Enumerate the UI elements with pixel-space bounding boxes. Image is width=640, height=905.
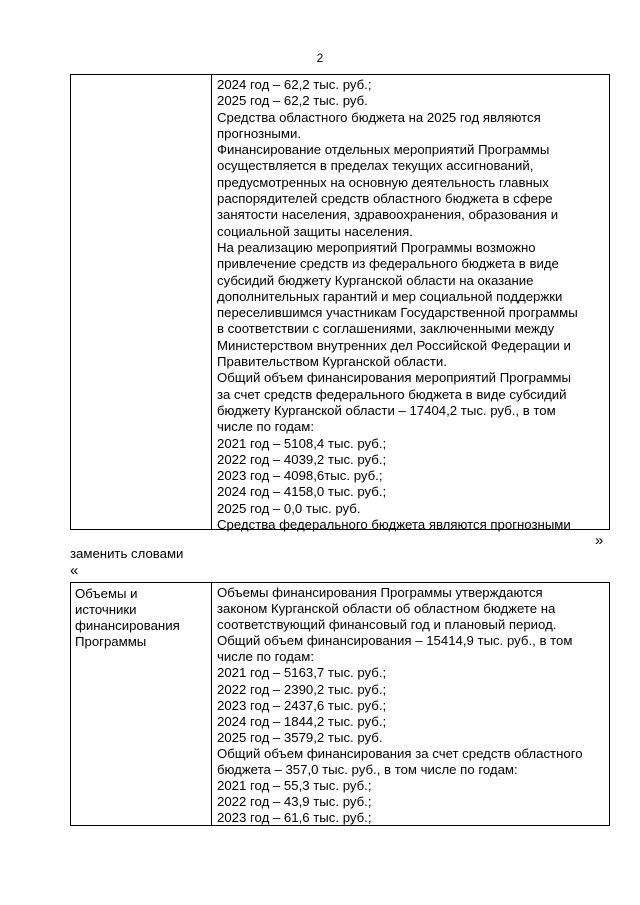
table1-text-line: 2025 год – 62,2 тыс. руб.	[217, 93, 368, 109]
table1-text-line: в соответствии с соглашениями, заключенными между	[217, 321, 555, 337]
table1-content-cell	[212, 75, 609, 533]
table2-text-line: 2022 год – 43,9 тыс. руб.;	[217, 794, 372, 810]
table2-label-line: Объемы и	[75, 586, 138, 601]
table2-text-line: Объемы финансирования Программы утверждаются	[217, 585, 543, 600]
funding-table-new	[70, 582, 610, 826]
table1-text-line: переселившимся участникам Государственной программы	[217, 305, 578, 321]
table2-content-cell	[212, 583, 609, 825]
table1-text-line: предусмотренных на основную деятельность главных	[217, 174, 549, 190]
table1-text-line: прогнозными.	[217, 125, 301, 141]
table2-text-line: 2025 год – 3579,2 тыс. руб.	[217, 729, 383, 745]
table1-text-line: 2024 год – 62,2 тыс. руб.;	[217, 77, 372, 92]
table1-text-line: числе по годам:	[217, 419, 314, 435]
table2-label-line: финансирования	[75, 618, 180, 634]
table1-text-line: субсидий бюджету Курганской области на оказание	[217, 272, 534, 288]
table1-text-line: 2023 год – 4098,6тыс. руб.;	[217, 468, 383, 484]
table1-text-line: бюджету Курганской области – 17404,2 тыс. руб., в том	[217, 402, 556, 418]
table2-label-cell	[71, 583, 212, 825]
opening-quote: «	[70, 562, 79, 579]
table2-text-line: законом Курганской области об областном бюджете на	[217, 601, 556, 617]
table2-text-line: бюджета – 357,0 тыс. руб., в том числе по годам:	[217, 762, 518, 778]
table1-text-line: 2025 год – 0,0 тыс. руб.	[217, 500, 361, 516]
table1-text-line: дополнительных гарантий и мер социальной поддержки	[217, 288, 563, 304]
table2-text-line: соответствующий финансовый год и плановый период.	[217, 617, 557, 633]
table2-text-line: 2023 год – 2437,6 тыс. руб.;	[217, 697, 387, 713]
page-number: 2	[316, 51, 324, 65]
table1-text-line: Министерством внутренних дел Российской Федерации и	[217, 337, 571, 353]
table1-text-line: осуществляется в пределах текущих ассигнований,	[217, 158, 534, 174]
table1-text-line: 2021 год – 5108,4 тыс. руб.;	[217, 435, 387, 451]
table1-text-line: распорядителей средств областного бюджета в сфере	[217, 191, 553, 207]
table2-text-line: 2022 год – 2390,2 тыс. руб.;	[217, 681, 387, 697]
table2-text-line: 2021 год – 5163,7 тыс. руб.;	[217, 665, 387, 681]
table1-text-line: социальной защиты населения.	[217, 223, 413, 239]
table2-text-line: 2021 год – 55,3 тыс. руб.;	[217, 778, 372, 794]
table1-text-line: за счет средств федерального бюджета в виде субсидий	[217, 386, 567, 402]
table2-text-line: Общий объем финансирования за счет средств областного	[217, 745, 583, 761]
table1-text-line: Правительством Курганской области.	[217, 354, 447, 370]
table1-text-line: 2024 год – 4158,0 тыс. руб.;	[217, 484, 387, 500]
table1-text-line: занятости населения, здравоохранения, образования и	[217, 207, 559, 223]
table1-text-line: 2022 год – 4039,2 тыс. руб.;	[217, 451, 387, 467]
table2-text-line: 2023 год – 61,6 тыс. руб.;	[217, 810, 372, 826]
replace-instruction: заменить словами	[70, 546, 184, 561]
table2-text-line: Общий объем финансирования – 15414,9 тыс. руб., в том	[217, 633, 573, 649]
table1-text-line: Средства областного бюджета на 2025 год являются	[217, 109, 541, 125]
table2-label-line: Программы	[75, 634, 147, 650]
table2-text-line: 2024 год – 1844,2 тыс. руб.;	[217, 713, 387, 729]
closing-quote: »	[595, 532, 604, 549]
table1-text-line: На реализацию мероприятий Программы возможно	[217, 239, 536, 255]
funding-table-continued	[70, 74, 610, 533]
table2-label-line: источники	[75, 602, 137, 618]
table1-text-line: Финансирование отдельных мероприятий Программы	[217, 142, 550, 158]
table1-text-line: Средства федерального бюджета являются прогнозными	[217, 517, 571, 533]
table1-label-cell	[71, 75, 212, 529]
table1-text-line: привлечение средств из федерального бюджета в виде	[217, 256, 559, 272]
table1-text-line: Общий объем финансирования мероприятий Программы	[217, 370, 571, 386]
table2-text-line: числе по годам:	[217, 649, 314, 665]
